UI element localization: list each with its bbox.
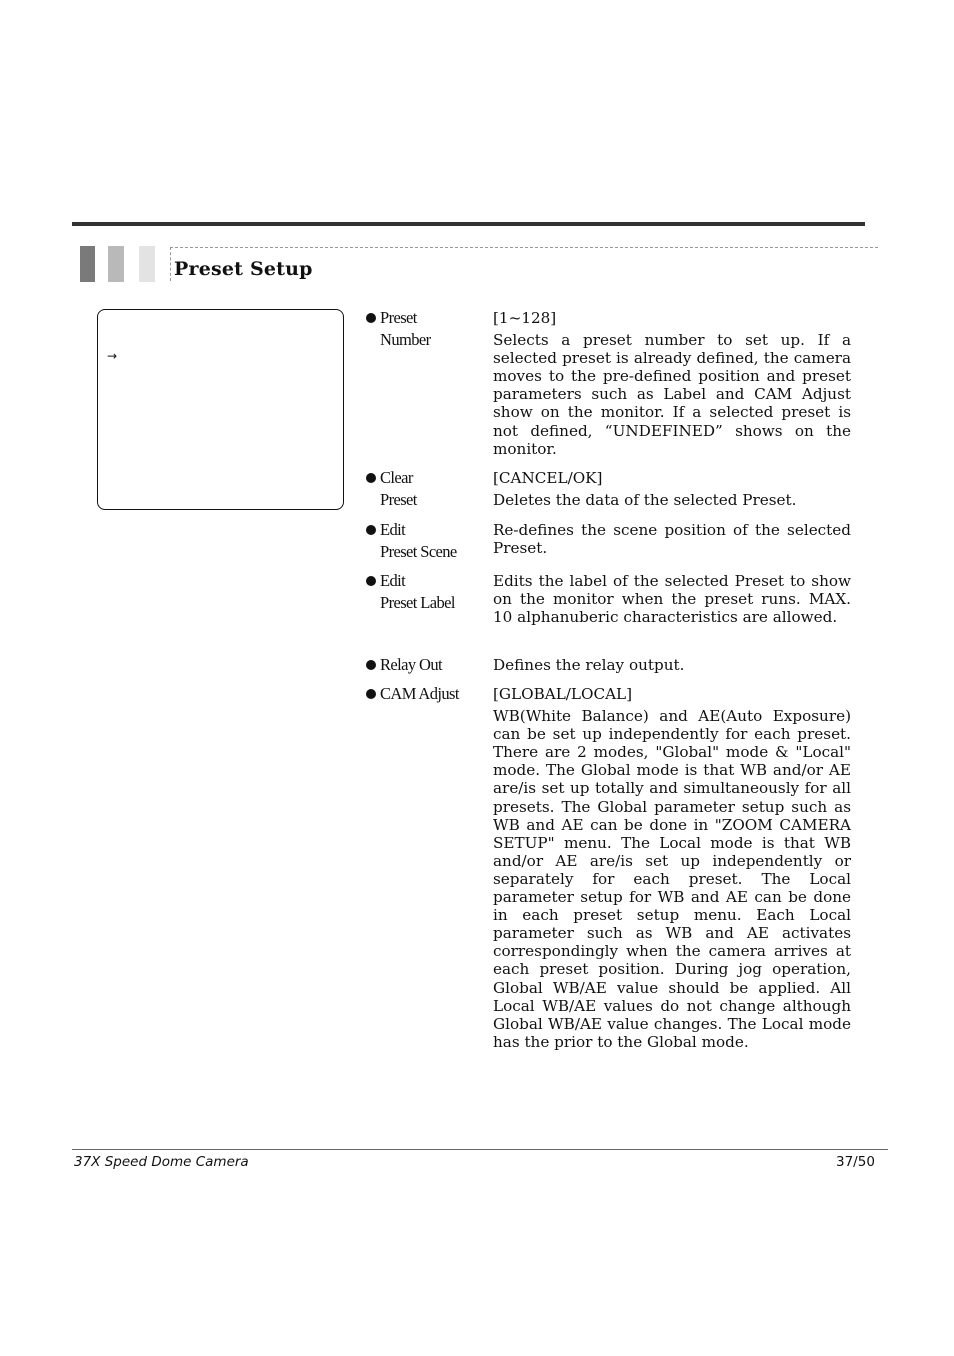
label-line: Preset: [380, 308, 417, 327]
header-bar-dark: [80, 246, 95, 282]
description-text: Selects a preset number to set up. If a selected preset is already defined, the camera moves to the pre-defined position and preset parameters such as Label and CAM Adjust show on the monitor. If a selected preset is not defined, “UNDEFINED” shows on the monitor.: [493, 331, 851, 458]
label-line: Clear: [380, 468, 413, 487]
footer-rule: [72, 1149, 888, 1150]
item-desc-edit-preset-label: [493, 572, 851, 626]
title-dashed-tick: [170, 247, 171, 281]
header-bar-light: [139, 246, 155, 282]
item-label-preset-number: [380, 307, 484, 351]
right-arrow-icon: →: [107, 349, 118, 363]
bullet-icon: [366, 660, 376, 670]
label-line: Number: [380, 330, 431, 349]
label-line: Edit: [380, 520, 406, 539]
label-line: Edit: [380, 571, 406, 590]
item-label-clear-preset: [380, 467, 484, 511]
footer-page-number: 37/50: [836, 1154, 875, 1170]
item-label-edit-preset-label: [380, 570, 484, 614]
bullet-icon: [366, 313, 376, 323]
label-line: Relay Out: [380, 655, 442, 674]
bullet-icon: [366, 576, 376, 586]
footer-doc-title: 37X Speed Dome Camera: [74, 1154, 249, 1170]
description-text: Re-defines the scene position of the selected Preset.: [493, 521, 851, 558]
description-text: Deletes the data of the selected Preset.: [493, 491, 797, 510]
item-label-relay-out: [380, 654, 484, 676]
option-range: [CANCEL/OK]: [493, 469, 603, 487]
title-dashed-line: [170, 247, 878, 248]
bullet-icon: [366, 473, 376, 483]
item-label-edit-preset-scene: [380, 519, 484, 563]
item-desc-preset-number: [493, 309, 851, 458]
option-range: [1~128]: [493, 309, 557, 327]
label-line: Preset Label: [380, 593, 455, 612]
option-range: [GLOBAL/LOCAL]: [493, 685, 633, 703]
item-label-cam-adjust: [380, 683, 484, 705]
bullet-icon: [366, 525, 376, 535]
header-bar-medium: [108, 246, 124, 282]
bullet-icon: [366, 689, 376, 699]
description-text: Edits the label of the selected Preset to show on the monitor when the preset runs. MAX. 10 alphanuberic characteristics are allowed.: [493, 572, 851, 627]
section-title: Preset Setup: [174, 258, 313, 280]
item-desc-cam-adjust: [493, 685, 851, 1051]
label-line: Preset: [380, 490, 417, 509]
label-line: CAM Adjust: [380, 684, 459, 703]
item-desc-relay-out: [493, 656, 851, 674]
item-desc-clear-preset: [493, 469, 851, 509]
label-line: Preset Scene: [380, 542, 457, 561]
osd-menu-box: [97, 309, 344, 510]
item-desc-edit-preset-scene: [493, 521, 851, 557]
description-text: WB(White Balance) and AE(Auto Exposure) can be set up independently for each preset. There are 2 modes, "Global" mode & "Local" mode. The Global mode is that WB and/or AE are/is set up totally and simultaneously for all presets. The Global parameter setup such as WB and AE can be done in "ZOOM CAMERA SETUP" menu. The Local mode is that WB and/or AE are/is set up independently or separately for each preset. The Local parameter setup for WB and AE can be done in each preset setup menu. Each Local parameter such as WB and AE activates correspondingly when the camera arrives at each preset position. During jog operation, Global WB/AE value should be applied. All Local WB/AE values do not change although Global WB/AE value changes. The Local mode has the prior to the Global mode.: [493, 707, 851, 1051]
header-rule: [72, 222, 865, 226]
description-text: Defines the relay output.: [493, 656, 685, 674]
